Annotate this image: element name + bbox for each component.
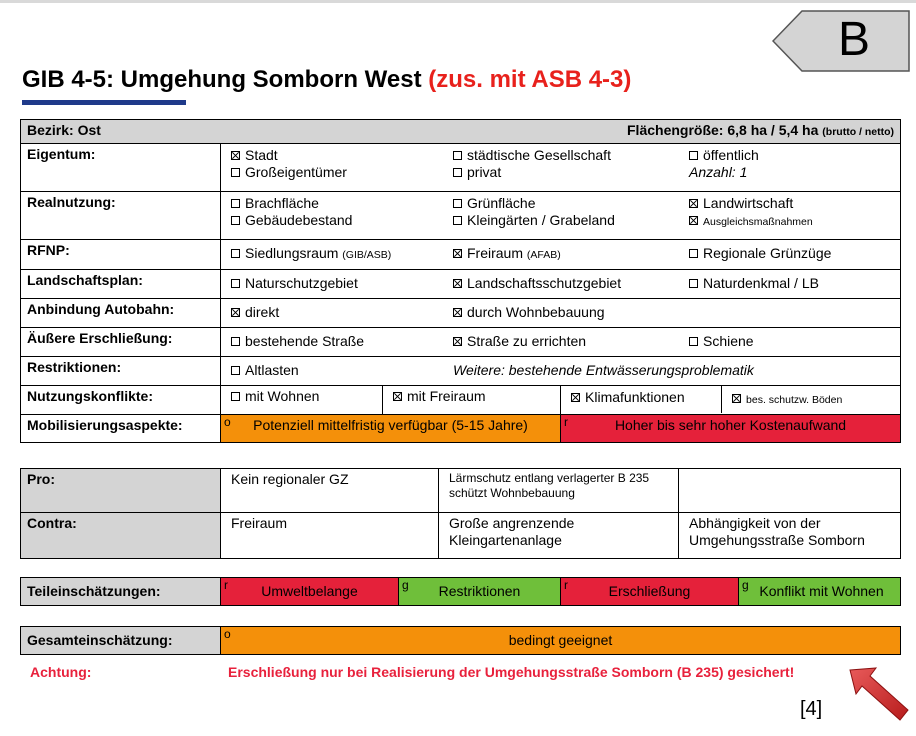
restriktionen-col-1: Altlasten [231, 362, 453, 379]
erschliessung-col-1: bestehende Straße [231, 333, 453, 350]
assessment-erschliessung: r Erschließung [561, 578, 739, 606]
checkbox-empty-icon [689, 337, 698, 346]
realnutzung-col-1: Brachfläche Gebäudebestand [231, 195, 453, 231]
restriktionen-further: Weitere: bestehende Entwässerungsproblematik [453, 362, 754, 378]
row-label-restriktionen: Restriktionen: [21, 357, 221, 386]
checkbox-empty-icon [231, 199, 240, 208]
checkbox-checked-icon [393, 392, 402, 401]
row-label-rfnp: RFNP: [21, 240, 221, 270]
landschaftsplan-col-2: Landschaftsschutzgebiet [453, 275, 689, 292]
checkbox-checked-icon [453, 249, 462, 258]
autobahn-col-2: durch Wohnbebauung [453, 304, 605, 321]
area-label: Flächengröße: 6,8 ha / 5,4 ha [627, 122, 819, 138]
checkbox-checked-icon [453, 308, 462, 317]
eigentum-col-1: Stadt Großeigentümer [231, 147, 453, 181]
overall-assessment-label: Gesamteinschätzung: [21, 627, 221, 655]
mobilisierung-red-cell: r Hoher bis sehr hoher Kostenaufwand [561, 415, 901, 443]
row-label-landschaftsplan: Landschaftsplan: [21, 270, 221, 299]
pro-cell-1: Kein regionaler GZ [221, 469, 439, 513]
partial-assessment-table [20, 577, 901, 606]
konflikte-col-4: bes. schutzw. Böden [722, 386, 852, 413]
eigentum-col-3: öffentlich Anzahl: 1 [689, 147, 759, 180]
pro-cell-2: Lärmschutz entlang verlagerter B 235 schützt Wohnbebauung [439, 469, 679, 513]
reference-number: [4] [800, 698, 823, 720]
top-divider [0, 0, 916, 3]
rfnp-col-1: Siedlungsraum (GIB/ASB) [231, 245, 453, 264]
title-suffix: (zus. mit ASB 4-3) [428, 66, 632, 93]
landschaftsplan-col-3: Naturdenkmal / LB [689, 275, 819, 292]
konflikte-col-3: Klimafunktionen [561, 386, 722, 413]
checkbox-empty-icon [231, 337, 240, 346]
checkbox-empty-icon [231, 279, 240, 288]
erschliessung-col-2: Straße zu errichten [453, 333, 689, 350]
realnutzung-col-3: Landwirtschaft Ausgleichsmaßnahmen [689, 195, 813, 231]
checkbox-empty-icon [231, 249, 240, 258]
checkbox-empty-icon [453, 216, 462, 225]
checkbox-empty-icon [453, 168, 462, 177]
checkbox-checked-icon [231, 151, 240, 160]
title-main: GIB 4-5: Umgehung Somborn West [22, 66, 429, 93]
checkbox-empty-icon [453, 151, 462, 160]
row-label-mobilisierung: Mobilisierungsaspekte: [21, 415, 221, 443]
section-badge-letter: B [838, 13, 871, 66]
rfnp-col-2: Freiraum (AFAB) [453, 245, 689, 264]
contra-cell-2: Große angrenzende Kleingartenanlage [439, 513, 679, 559]
pro-contra-table [20, 468, 901, 559]
owner-count: Anzahl: 1 [689, 164, 748, 180]
row-label-konflikte: Nutzungskonflikte: [21, 386, 221, 415]
assessment-konflikt-wohnen: g Konflikt mit Wohnen [739, 578, 901, 606]
assessment-umweltbelange: r Umweltbelange [221, 578, 399, 606]
checkbox-empty-icon [231, 392, 240, 401]
autobahn-col-1: direkt [231, 304, 453, 321]
checkbox-empty-icon [453, 199, 462, 208]
pro-label: Pro: [21, 469, 221, 513]
eigentum-col-2: städtische Gesellschaft privat [453, 147, 689, 181]
checkbox-checked-icon [231, 308, 240, 317]
konflikte-col-1: mit Wohnen [221, 386, 383, 415]
rfnp-col-3: Regionale Grünzüge [689, 245, 831, 264]
warning-label: Achtung: [30, 664, 92, 680]
area-note: (brutto / netto) [822, 126, 895, 138]
checkbox-empty-icon [231, 168, 240, 177]
warning-text: Erschließung nur bei Realisierung der Umgehungsstraße Somborn (B 235) gesichert! [228, 664, 795, 680]
row-label-eigentum: Eigentum: [21, 144, 221, 192]
checkbox-empty-icon [231, 366, 240, 375]
erschliessung-col-3: Schiene [689, 333, 754, 350]
row-label-erschliessung: Äußere Erschließung: [21, 328, 221, 357]
partial-assessment-label: Teileinschätzungen: [21, 578, 221, 606]
overall-assessment-table [20, 626, 901, 655]
assessment-restriktionen: g Restriktionen [399, 578, 561, 606]
area-cell [383, 120, 901, 144]
pointer-arrow-icon [846, 664, 914, 724]
checkbox-checked-icon [732, 394, 741, 403]
contra-label: Contra: [21, 513, 221, 559]
checkbox-checked-icon [689, 199, 698, 208]
checkbox-checked-icon [571, 393, 580, 402]
contra-cell-1: Freiraum [221, 513, 439, 559]
checkbox-checked-icon [453, 279, 462, 288]
landschaftsplan-col-1: Naturschutzgebiet [231, 275, 453, 292]
title-underline [22, 100, 186, 105]
checkbox-checked-icon [453, 337, 462, 346]
overall-assessment-value: o bedingt geeignet [221, 627, 901, 655]
checkbox-checked-icon [689, 216, 698, 225]
district-cell: Bezirk: Ost [21, 120, 383, 144]
row-label-autobahn: Anbindung Autobahn: [21, 299, 221, 328]
checkbox-empty-icon [689, 249, 698, 258]
mobilisierung-orange-cell: o Potenziell mittelfristig verfügbar (5-15 Jahre) [221, 415, 561, 443]
row-label-realnutzung: Realnutzung: [21, 192, 221, 240]
checkbox-empty-icon [689, 279, 698, 288]
checkbox-empty-icon [231, 216, 240, 225]
page-title [22, 66, 631, 94]
pro-cell-3 [679, 469, 901, 513]
checkbox-empty-icon [689, 151, 698, 160]
contra-cell-3: Abhängigkeit von der Umgehungsstraße Somborn [679, 513, 901, 559]
realnutzung-col-2: Grünfläche Kleingärten / Grabeland [453, 195, 689, 231]
profile-table [20, 119, 901, 443]
konflikte-col-2: mit Freiraum [383, 386, 561, 415]
